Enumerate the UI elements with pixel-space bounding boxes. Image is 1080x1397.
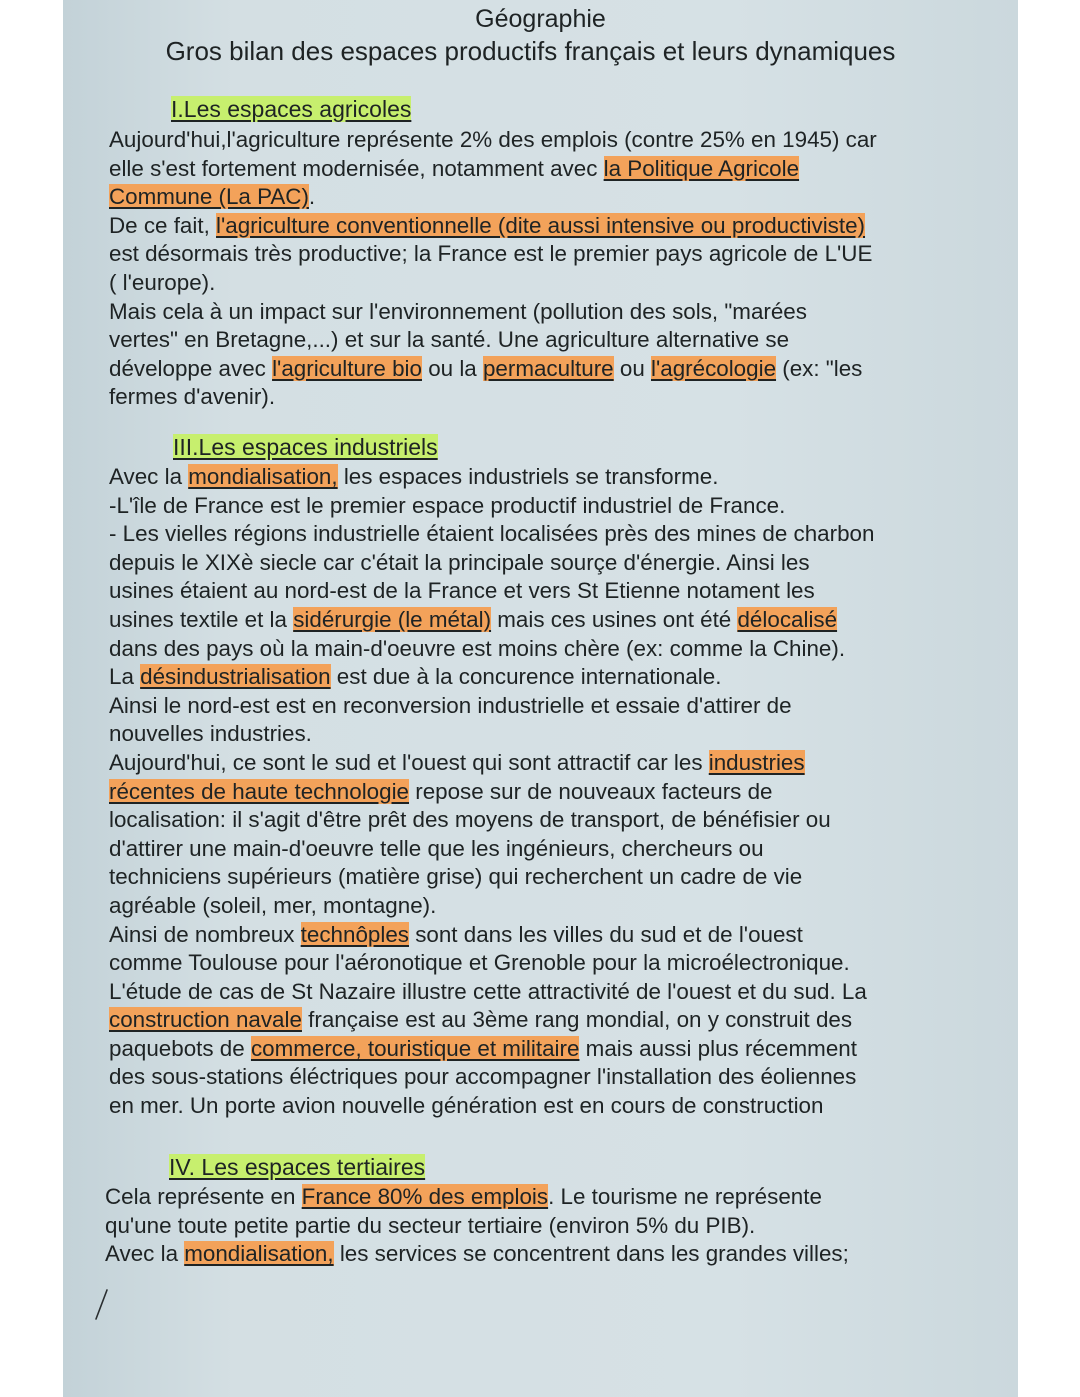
text-line: construction navale française est au 3ème rang mondial, on y construit des bbox=[109, 1007, 853, 1033]
highlighted-term: l'agriculture bio bbox=[272, 355, 422, 381]
text-line: en mer. Un porte avion nouvelle génération est en cours de construction bbox=[109, 1093, 824, 1119]
highlighted-term: mondialisation, bbox=[184, 1241, 334, 1267]
text-line: L'étude de cas de St Nazaire illustre cette attractivité de l'ouest et du sud. La bbox=[109, 978, 867, 1004]
text-line: est désormais très productive; la France est le premier pays agricole de L'UE bbox=[109, 241, 873, 267]
text-line: fermes d'avenir). bbox=[109, 384, 276, 410]
text-line: développe avec l'agriculture bio ou la permaculture ou l'agrécologie (ex: "les bbox=[109, 355, 863, 381]
highlighted-term: délocalisé bbox=[737, 606, 838, 632]
section-heading-industriel: III.Les espaces industriels bbox=[173, 434, 438, 460]
text-line: - Les vielles régions industrielle étaient localisées près des mines de charbon bbox=[109, 521, 875, 547]
pen-mark-icon bbox=[93, 1288, 109, 1322]
highlighted-term: l'agrécologie bbox=[651, 355, 777, 381]
text-line: -L'île de France est le premier espace productif industriel de France. bbox=[109, 492, 786, 518]
text-line: d'attirer une main-d'oeuvre telle que les ingénieurs, chercheurs ou bbox=[109, 835, 764, 861]
text-line: Avec la mondialisation, les espaces industriels se transforme. bbox=[109, 464, 719, 489]
text-line: elle s'est fortement modernisée, notamment avec la Politique Agricole bbox=[109, 155, 800, 181]
section-heading-agricole: I.Les espaces agricoles bbox=[171, 96, 412, 122]
highlighted-term: permaculture bbox=[482, 355, 614, 381]
text-line: qu'une toute petite partie du secteur tertiaire (environ 5% du PIB). bbox=[105, 1212, 756, 1238]
section-heading-tertiaire: IV. Les espaces tertiaires bbox=[169, 1154, 426, 1180]
text-line: La désindustrialisation est due à la concurence internationale. bbox=[109, 664, 722, 690]
text-line: De ce fait, l'agriculture conventionnelle (dite aussi intensive ou productiviste) bbox=[109, 212, 866, 238]
text-line: nouvelles industries. bbox=[109, 721, 312, 747]
text-line: Commune (La PAC). bbox=[109, 184, 316, 210]
text-line: récentes de haute technologie repose sur de nouveaux facteurs de bbox=[109, 778, 773, 804]
highlighted-term: sidérurgie (le métal) bbox=[293, 606, 492, 632]
highlighted-term: mondialisation, bbox=[188, 464, 338, 489]
text-line: comme Toulouse pour l'aéronotique et Grenoble pour la microélectronique. bbox=[109, 950, 850, 976]
text-line: dans des pays où la main-d'oeuvre est moins chère (ex: comme la Chine). bbox=[109, 635, 846, 661]
text-line: agréable (soleil, mer, montagne). bbox=[109, 892, 437, 918]
section-tertiaire-body bbox=[105, 1183, 849, 1269]
text-line: vertes" en Bretagne,...) et sur la santé. Une agriculture alternative se bbox=[109, 327, 790, 353]
text-line: Cela représente en France 80% des emplois. Le tourisme ne représente bbox=[105, 1184, 822, 1209]
text-line: techniciens supérieurs (matière grise) qui recherchent un cadre de vie bbox=[109, 864, 803, 890]
document-title: Gros bilan des espaces productifs français et leurs dynamiques bbox=[165, 36, 896, 66]
highlighted-term: Commune (La PAC) bbox=[109, 184, 309, 210]
highlighted-term: l'agriculture conventionnelle (dite aussi intensive ou productiviste) bbox=[216, 212, 866, 238]
text-line: Ainsi de nombreux technôples sont dans les villes du sud et de l'ouest bbox=[109, 921, 803, 947]
text-line: Aujourd'hui,l'agriculture représente 2% des emplois (contre 25% en 1945) car bbox=[109, 127, 877, 152]
text-line: usines textile et la sidérurgie (le métal) mais ces usines ont été délocalisé bbox=[109, 606, 838, 632]
highlighted-term: industries bbox=[708, 749, 805, 775]
highlighted-term: construction navale bbox=[109, 1007, 302, 1033]
highlighted-term: France 80% des emplois bbox=[301, 1184, 549, 1209]
highlighted-term: désindustrialisation bbox=[140, 664, 331, 690]
text-line: depuis le XIXè siecle car c'était la principale sourçe d'énergie. Ainsi les bbox=[109, 549, 810, 575]
text-line: localisation: il s'agit d'être prêt des moyens de transport, de bénéfisier ou bbox=[109, 807, 831, 833]
highlighted-term: la Politique Agricole bbox=[603, 155, 800, 181]
text-line: Mais cela à un impact sur l'environnement (pollution des sols, "marées bbox=[109, 298, 807, 324]
highlighted-term: commerce, touristique et militaire bbox=[250, 1035, 580, 1061]
subject-title: Géographie bbox=[475, 5, 606, 33]
text-line: Aujourd'hui, ce sont le sud et l'ouest qui sont attractif car les industries bbox=[109, 749, 805, 775]
text-line: ( l'europe). bbox=[109, 269, 216, 295]
highlighted-term: technôples bbox=[300, 921, 409, 947]
text-line: des sous-stations éléctriques pour accompagner l'installation des éoliennes bbox=[109, 1064, 857, 1090]
highlighted-term: récentes de haute technologie bbox=[109, 778, 410, 804]
text-line: usines étaient au nord-est de la France et vers St Etienne notament les bbox=[109, 578, 815, 604]
section-agricole-body bbox=[109, 126, 877, 412]
text-line: paquebots de commerce, touristique et militaire mais aussi plus récemment bbox=[109, 1035, 857, 1061]
notes-page bbox=[63, 0, 1018, 1397]
text-line: Ainsi le nord-est est en reconversion industrielle et essaie d'attirer de bbox=[109, 692, 792, 718]
text-line: Avec la mondialisation, les services se concentrent dans les grandes villes; bbox=[105, 1241, 849, 1267]
section-industriel-body bbox=[109, 463, 874, 1121]
